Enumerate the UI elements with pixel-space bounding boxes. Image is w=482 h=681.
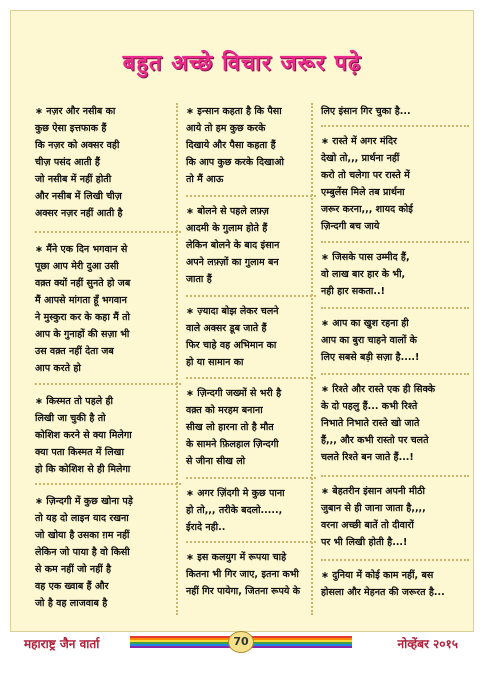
quote-item: ∗ जिसके पास उम्मीद हैं, वो लाख बार हार के भी, नही हार सकता..! [321, 252, 410, 297]
page-footer [10, 630, 472, 656]
quote-item: ∗ इस कलयुग में रूपया चाहे कितना भी गिर जाए, इतना कभी नहीं गिर पायेगा, जितना रूपये के [186, 552, 301, 597]
quote-item: ∗ अगर ज़िंदगी मे कुछ पाना हो तो,,, तरीके बदलो....., ईरादे नही.. [186, 488, 285, 533]
quote-item: ∗ ज़िन्दगी में कुछ खोना पड़े तो यह दो लाइन याद रखना जो खोया है उसका ग़म नहीं लेकिन जो पाया है वो किसी से कम नहीं जो नहीं है वह एक ख्वाब हैं और जो है वह लाजवाब है [35, 496, 133, 609]
issue-date: नोव्हेंबर २०१५ [397, 637, 458, 651]
quote-separator [321, 307, 469, 309]
quote-item: ∗ ज़्यादा बोझ लेकर चलने वाले अक्सर डूब जाते हैं फिर चाहे वह अभिमान का हो या सामान का [186, 306, 279, 368]
quote-item: ∗ बेहतरीन इंसान अपनी मीठी जुबान से ही जाना जाता है,,,, वरना अच्छी बातें तो दीवारों पर भी लिखी होती है...! [321, 486, 426, 548]
quote-separator [186, 477, 316, 479]
quote-separator [321, 475, 469, 477]
quote-item: ∗ रिश्ते और रास्ते एक ही सिक्के के दो पहलु हैं... कभी रिश्ते निभाते निभाते रास्ते खो जाते हैं,,, और कभी रास्तो पर चलते चलते रिश्ते बन जाते हैं...! [321, 384, 436, 463]
quote-item: ∗ रास्ते में अगर मंदिर देखो तो,,, प्रार्थना नहीं करो तो चलेगा पर रास्ते में एम्बुलेंस मिले तब प्रार्थना जरूर करना,,, शायद कोई ज़िन्दगी बच जाये [321, 136, 413, 232]
quote-separator [186, 295, 316, 297]
quote-separator [35, 231, 181, 233]
quote-separator [321, 241, 469, 243]
quote-separator [186, 195, 316, 197]
page-number: 70 [228, 631, 254, 653]
quote-separator [321, 373, 469, 375]
quote-item: ∗ नज़र और नसीब का कुछ ऐसा इत्तफाक हैं कि नज़र को अक्सर वही चीज़ पसंद आती हैं जो नसीब में नहीं होती और नसीब में लिखी चीज़ अक्सर नज़र नहीं आती है [35, 106, 123, 219]
quote-item: ∗ आप का खुश रहना ही आप का बुरा चाहने वालों के लिए सबसे बड़ी सज़ा है....! [321, 318, 420, 363]
quote-separator [321, 559, 469, 561]
quote-separator [35, 383, 181, 385]
quote-separator [35, 483, 181, 485]
magazine-page [10, 10, 474, 632]
quote-separator [186, 377, 316, 379]
magazine-name: महाराष्ट्र जैन वार्ता [24, 637, 100, 651]
quote-item: ∗ बोलने से पहले लफ़्ज़ आदमी के गुलाम होते हैं लेकिन बोलने के बाद इंसान अपने लफ़्ज़ों का गुलाम बन जाता हैं [186, 206, 280, 285]
quote-separator [321, 125, 469, 127]
quote-item: ∗ ज़िन्दगी जख्मों से भरी है वक़्त को मरहम बनाना सीख लो हारना तो है मौत के सामने फ़िलहाल ज़िन्दगी से जीना सीख लो [186, 388, 282, 467]
page-title: बहुत अच्छे विचार जरूर पढ़े [122, 51, 362, 76]
quote-item: ∗ मैंने एक दिन भगवान से पूछा आप मेरी दुआ उसी वक़्त क्यों नहीं सुनते हो जब मैं आपसे मांगता हूँ भगवान ने मुस्कुरा कर के कहा मैं तो आप के गुनाहों की सज़ा भी उस वक़्त नहीं देता जब आप करते हो [35, 244, 131, 374]
quote-item: लिए इंसान गिर चुका है... [321, 106, 411, 117]
quote-item: ∗ इन्सान कहता है कि पैसा आये तो हम कुछ करके दिखाये और पैसा कहता हैं कि आप कुछ करके दिखाओ तो मैं आऊ [186, 106, 284, 185]
quote-separator [186, 541, 316, 543]
quote-item: ∗ किस्मत तो पहले ही लिखी जा चुकी है तो कोशिश करने से क्या मिलेगा क्या पता किस्मत में लिखा हो कि कोशिश से ही मिलेगा [35, 396, 132, 475]
quote-item: ∗ दुनिया में कोई काम नहीं, बस होसला और मेहनत की जरूरत है... [321, 570, 445, 598]
